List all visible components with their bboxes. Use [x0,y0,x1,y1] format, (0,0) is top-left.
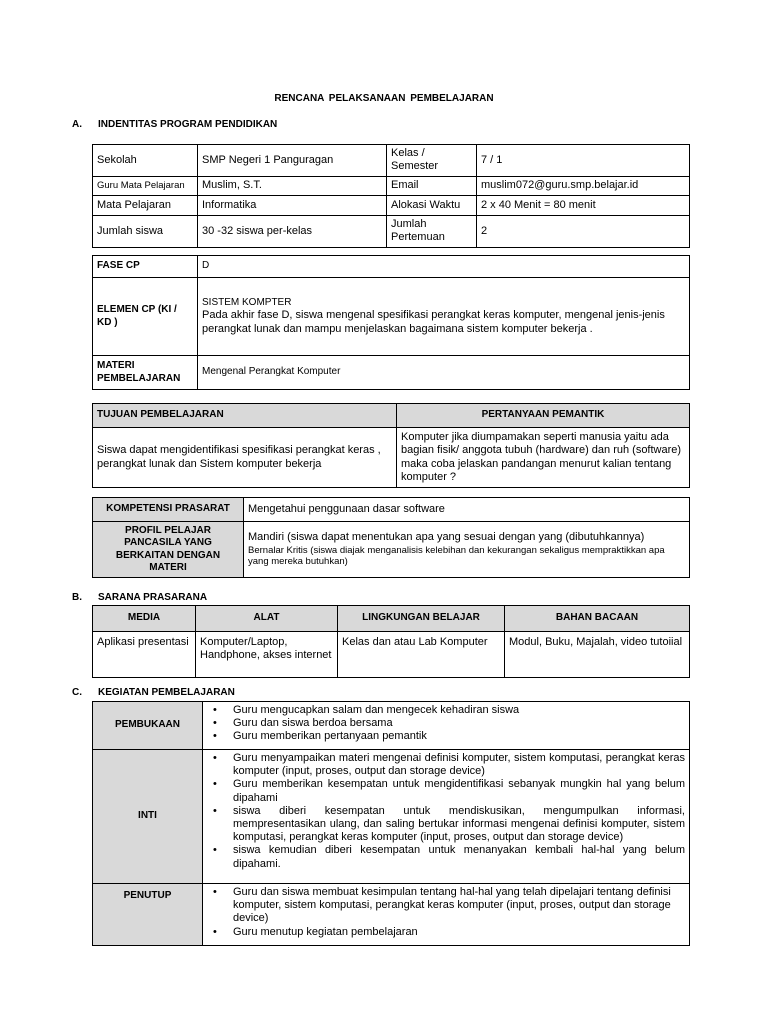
section-a-letter: A. [72,119,82,130]
elemen-title: SISTEM KOMPTER [202,297,292,308]
kegiatan-item: • Guru dan siswa membuat kesimpulan tentang hal-hal yang telah dipelajari tentang definisi komputer, sistem komputasi, perangkat keras komputer (input, proses, output dan storage device) [233,886,685,926]
kegiatan-items [203,702,690,750]
tujuan-header: TUJUAN PEMBELAJARAN [93,404,397,428]
profil-cell [244,522,690,578]
kompetensi-label: KOMPETENSI PRASARAT [93,498,244,522]
identity-value: Muslim, S.T. [198,176,387,195]
cp-table [92,255,690,390]
tujuan-table [92,403,690,488]
identity-value: SMP Negeri 1 Panguragan [198,145,387,177]
section-c-heading [72,687,472,701]
profil-line-1: Mandiri (siswa dapat menentukan apa yang sesuai dengan yang (dibutuhkannya) [248,531,645,544]
sarana-header: ALAT [196,606,338,632]
tujuan-value: Siswa dapat mengidentifikasi spesifikasi perangkat keras , perangkat lunak dan Sistem komputer bekerja [93,428,397,488]
fase-value: D [198,256,690,278]
kegiatan-label: PEMBUKAAN [93,702,203,750]
section-c-letter: C. [72,687,82,698]
cp-materi-row [93,356,690,390]
kegiatan-item: • Guru menutup kegiatan pembelajaran [233,926,685,939]
kegiatan-row [93,702,690,750]
kegiatan-item: • siswa kemudian diberi kesempatan untuk menanyakan kembali hal-hal yang belum dipahami. [233,844,685,870]
identity-key: Jumlah siswa [93,215,198,247]
section-b-label: SARANA PRASARANA [98,592,208,603]
cp-elemen-row [93,278,690,356]
identity-value: 30 -32 siswa per-kelas [198,215,387,247]
elemen-text: Pada akhir fase D, siswa mengenal spesifikasi perangkat keras komputer, mengenal jenis-jenis perangkat lunak dan mampu menjelaskan bagaimana sistem komputer bekerja . [202,309,665,335]
kegiatan-item: • Guru menyampaikan materi mengenai definisi komputer, sistem komputasi, perangkat keras komputer (input, proses, output dan storage device) [233,752,685,778]
materi-label: MATERI PEMBELAJARAN [93,356,198,390]
section-a-heading [72,119,472,133]
identity-row [93,176,690,195]
elemen-label: ELEMEN CP (KI / KD ) [93,278,198,356]
identity-key: Kelas / Semester [387,145,477,177]
tujuan-value-row [93,428,690,488]
sarana-header: LINGKUNGAN BELAJAR [338,606,505,632]
section-a-label: INDENTITAS PROGRAM PENDIDIKAN [98,119,278,130]
identity-key: Alokasi Waktu [387,195,477,215]
kegiatan-label: PENUTUP [93,884,203,946]
kegiatan-label: INTI [93,750,203,884]
sarana-value: Modul, Buku, Majalah, video tutoiial [505,632,690,678]
sarana-value: Komputer/Laptop, Handphone, akses internet [196,632,338,678]
kegiatan-row [93,884,690,946]
identity-key: Guru Mata Pelajaran [93,176,198,195]
identity-table [92,144,690,248]
pemantik-value: Komputer jika diumpamakan seperti manusia yaitu ada bagian fisik/ anggota tubuh (hardware) dan ruh (software) maka coba jelaskan pandangan menurut kalian tentang komputer ? [397,428,690,488]
elemen-cell [198,278,690,356]
identity-key: Email [387,176,477,195]
identity-value: Informatika [198,195,387,215]
sarana-header-row [93,606,690,632]
sarana-header: BAHAN BACAAN [505,606,690,632]
sarana-value: Kelas dan atau Lab Komputer [338,632,505,678]
kompetensi-table [92,497,690,578]
identity-key: Sekolah [93,145,198,177]
kegiatan-items [203,750,690,884]
profil-line-2: Bernalar Kritis (siswa diajak menganalisis kelebihan dan kekurangan sekaligus mempraktikkan apa yang mereka butuhkan) [248,544,665,568]
identity-value: muslim072@guru.smp.belajar.id [477,176,690,195]
kegiatan-item: • Guru dan siswa berdoa bersama [233,717,685,730]
identity-value: 7 / 1 [477,145,690,177]
profil-row [93,522,690,578]
profil-label: PROFIL PELAJAR PANCASILA YANG BERKAITAN DENGAN MATERI [93,522,244,578]
identity-row [93,195,690,215]
section-c-label: KEGIATAN PEMBELAJARAN [98,687,235,698]
identity-row [93,215,690,247]
kompetensi-value: Mengetahui penggunaan dasar software [244,498,690,522]
kegiatan-items [203,884,690,946]
fase-label: FASE CP [93,256,198,278]
tujuan-header-row [93,404,690,428]
identity-value: 2 x 40 Menit = 80 menit [477,195,690,215]
kegiatan-row [93,750,690,884]
materi-value: Mengenal Perangkat Komputer [198,356,690,390]
kegiatan-table [92,701,690,946]
identity-key: Mata Pelajaran [93,195,198,215]
kompetensi-row [93,498,690,522]
identity-key: Jumlah Pertemuan [387,215,477,247]
identity-value: 2 [477,215,690,247]
kegiatan-item: • Guru memberikan pertanyaan pemantik [233,730,685,743]
sarana-value-row [93,632,690,678]
kegiatan-item: • siswa diberi kesempatan untuk mendiskusikan, mengumpulkan informasi, mempresentasikan ulang, dan saling bertukar informasi mengenai definisi komputer, sistem komputasi, perangkat keras komputer (input, proses, output dan storage device) [233,805,685,845]
sarana-header: MEDIA [93,606,196,632]
sarana-value: Aplikasi presentasi [93,632,196,678]
kegiatan-item: • Guru mengucapkan salam dan mengecek kehadiran siswa [233,704,685,717]
identity-row [93,145,690,177]
section-b-heading [72,592,472,606]
sarana-table [92,605,690,678]
section-b-letter: B. [72,592,82,603]
document-title: RENCANA PELAKSANAAN PEMBELAJARAN [274,93,494,104]
kegiatan-item: • Guru memberikan kesempatan untuk mengidentifikasi sebanyak mungkin hal yang belum dipahami [233,778,685,804]
pemantik-header: PERTANYAAN PEMANTIK [397,404,690,428]
cp-fase-row [93,256,690,278]
